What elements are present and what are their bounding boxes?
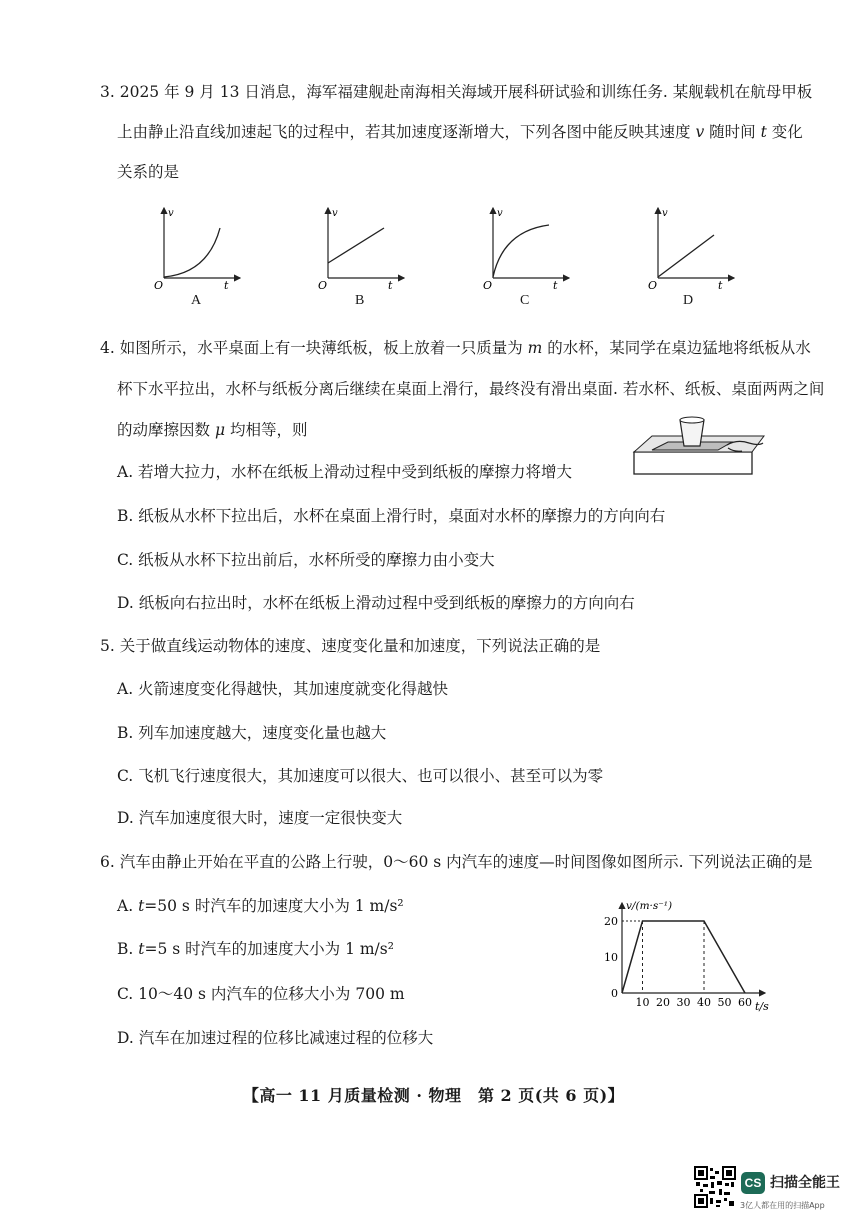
q4-option-a[interactable]: A. 若增大拉力，水杯在纸板上滑动过程中受到纸板的摩擦力将增大: [117, 463, 573, 481]
axis-t-label: t: [388, 279, 393, 292]
x-tick-label: 60: [738, 996, 752, 1009]
q3-text: 上由静止沿直线加速起飞的过程中，若其加速度逐渐增大，下列各图中能反映其速度: [117, 123, 696, 141]
q3-option-b[interactable]: B: [355, 293, 365, 308]
q4-text: 4. 如图所示，水平桌面上有一块薄纸板，板上放着一只质量为: [100, 339, 528, 357]
q4-option-d[interactable]: D. 纸板向右拉出时，水杯在纸板上滑动过程中受到纸板的摩擦力的方向向右: [117, 594, 635, 612]
x-tick-label: 20: [656, 996, 670, 1009]
q5-option-c[interactable]: C. 飞机飞行速度很大，其加速度可以很大、也可以很小、甚至可以为零: [117, 767, 604, 785]
axis-t-label: t: [718, 279, 723, 292]
velocity-series-line: [622, 921, 745, 993]
q4-var-m: m: [527, 339, 543, 357]
q4-option-c[interactable]: C. 纸板从水杯下拉出前后，水杯所受的摩擦力由小变大: [117, 551, 495, 569]
q6-var-t: t: [138, 897, 145, 915]
q6-option-c[interactable]: C. 10～40 s 内汽车的位移大小为 700 m: [117, 985, 405, 1003]
cup-paper-illustration: [632, 414, 767, 484]
q3-var-v: v: [695, 123, 705, 141]
q4-var-mu: μ: [214, 421, 226, 439]
axis-t-label: t: [224, 279, 229, 292]
q6-text: =50 s 时汽车的加速度大小为 1 m/s²: [144, 897, 404, 915]
line-through-origin: [658, 235, 714, 277]
y-tick-label: 20: [604, 915, 618, 928]
origin-label: O: [483, 279, 493, 292]
q5-option-b[interactable]: B. 列车加速度越大，速度变化量也越大: [117, 724, 387, 742]
q6-option-d[interactable]: D. 汽车在加速过程的位移比减速过程的位移大: [117, 1029, 434, 1047]
q3-option-d[interactable]: D: [683, 293, 694, 308]
camscanner-logo: CS: [741, 1172, 765, 1194]
q6-text: A.: [117, 897, 139, 915]
q3-graph-c: [479, 203, 579, 293]
q3-stem-line1: 3. 2025 年 9 月 13 日消息，海军福建舰赴南海相关海域开展科研试验和训练任务. 某舰载机在航母甲板: [100, 83, 813, 101]
y-tick-label: 0: [611, 987, 618, 1000]
q4-stem-line3: [117, 420, 307, 440]
x-axis-label: t/s: [755, 1000, 769, 1013]
curve-concave-down: [493, 225, 549, 277]
q4-text: 的动摩擦因数: [117, 421, 215, 439]
q3-graph-a: [150, 203, 250, 293]
q6-text: =5 s 时汽车的加速度大小为 1 m/s²: [144, 940, 394, 958]
x-tick-label: 30: [676, 996, 691, 1009]
cup: [680, 420, 704, 446]
y-tick-label: 10: [604, 951, 618, 964]
line-offset-start: [328, 228, 384, 263]
x-tick-label: 10: [635, 996, 650, 1009]
q6-var-t: t: [138, 940, 145, 958]
q3-option-a[interactable]: A: [191, 293, 202, 308]
axis-v-label: v: [497, 208, 503, 219]
axis-v-label: v: [662, 208, 668, 219]
camscanner-tagline: 3亿人都在用的扫描App: [740, 1201, 825, 1210]
q3-text: 随时间: [704, 123, 761, 141]
q5-option-a[interactable]: A. 火箭速度变化得越快，其加速度就变化得越快: [117, 680, 449, 698]
q4-stem-line2: 杯下水平拉出，水杯与纸板分离后继续在桌面上滑行，最终没有滑出桌面. 若水杯、纸板、桌面两两之间: [117, 380, 825, 398]
x-tick-label: 50: [717, 996, 732, 1009]
q3-option-c[interactable]: C: [520, 293, 530, 308]
axis-v-label: v: [168, 208, 174, 219]
q3-text: 变化: [766, 123, 803, 141]
axis-v-label: v: [332, 208, 338, 219]
q3-stem-line2: [117, 122, 803, 142]
y-axis-label: v/(m·s⁻¹): [626, 900, 673, 912]
camscanner-brand: 扫描全能王: [770, 1175, 840, 1191]
q3-var-t: t: [760, 123, 767, 141]
q6-option-a[interactable]: [117, 896, 404, 916]
origin-label: O: [648, 279, 658, 292]
q3-stem-line3: 关系的是: [117, 163, 180, 181]
q4-option-b[interactable]: B. 纸板从水杯下拉出后，水杯在桌面上滑行时，桌面对水杯的摩擦力的方向向右: [117, 507, 666, 525]
vt-chart: [600, 895, 780, 1015]
qr-code-icon: [694, 1166, 736, 1208]
table-edge: [634, 452, 752, 474]
q6-stem: 6. 汽车由静止开始在平直的公路上行驶，0～60 s 内汽车的速度—时间图像如图所示. 下列说法正确的是: [100, 853, 813, 871]
q6-option-b[interactable]: [117, 939, 394, 959]
q4-text: 均相等，则: [225, 421, 308, 439]
q4-stem-line1: [100, 338, 811, 358]
q4-text: 的水杯，某同学在桌边猛地将纸板从水: [542, 339, 811, 357]
q3-graph-b: [314, 203, 414, 293]
curve-concave-up: [164, 228, 220, 277]
scanner-watermark: [694, 1166, 864, 1220]
q3-graph-d: [644, 203, 744, 293]
q5-option-d[interactable]: D. 汽车加速度很大时，速度一定很快变大: [117, 809, 403, 827]
page-footer: 【高一 11 月质量检测 · 物理 第 2 页(共 6 页)】: [242, 1086, 625, 1105]
origin-label: O: [318, 279, 328, 292]
origin-label: O: [154, 279, 164, 292]
q6-text: B.: [117, 940, 139, 958]
q5-stem: 5. 关于做直线运动物体的速度、速度变化量和加速度，下列说法正确的是: [100, 637, 601, 655]
x-tick-label: 40: [697, 996, 711, 1009]
axis-t-label: t: [553, 279, 558, 292]
